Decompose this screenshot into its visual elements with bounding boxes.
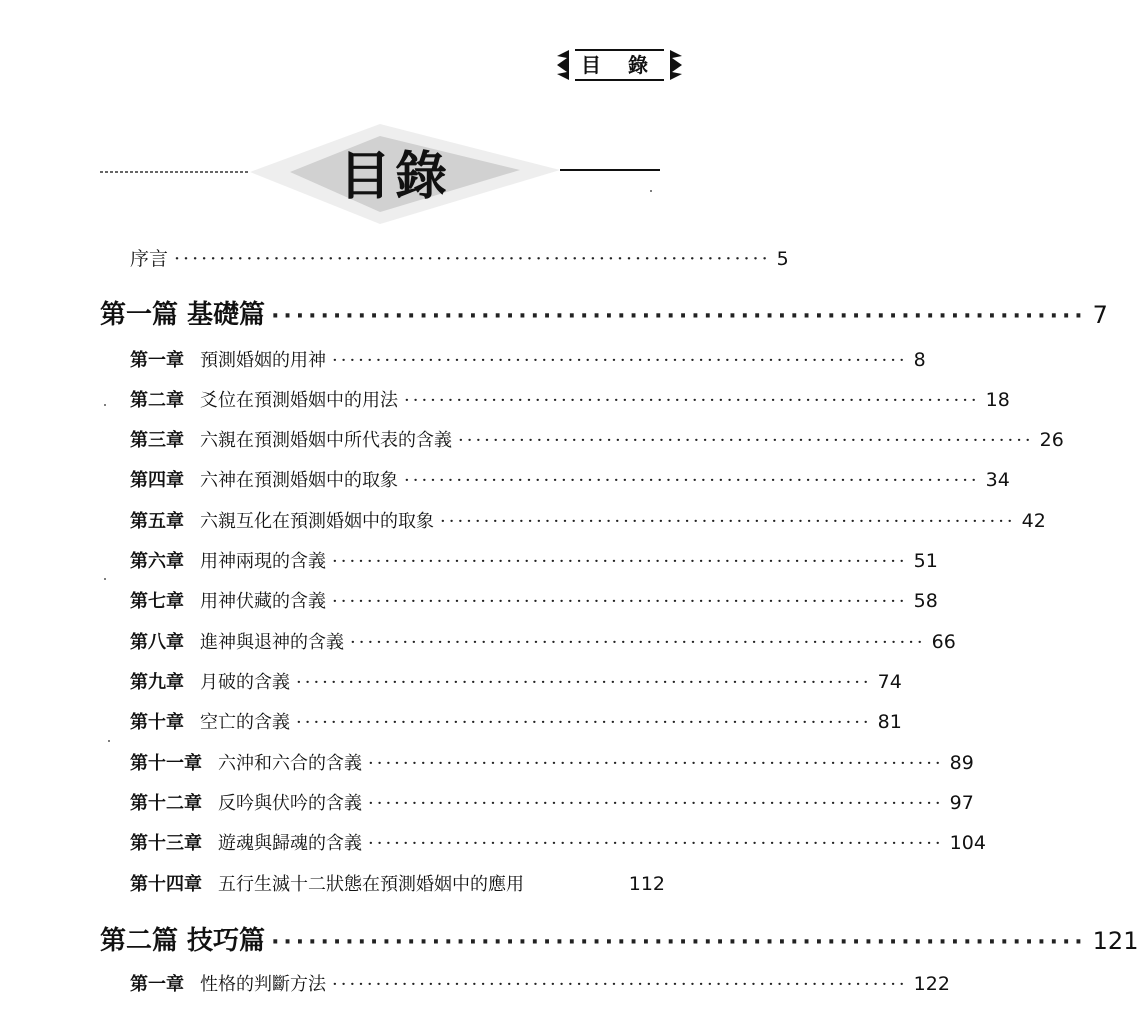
leader-dots: ·································································· <box>404 390 980 411</box>
toc-part-label: 第二篇 技巧篇 <box>100 926 266 956</box>
scan-speck <box>650 190 652 192</box>
toc-chapter <box>130 346 926 372</box>
chapter-number: 第十二章 <box>130 793 202 814</box>
leader-dots: ·································································· <box>332 974 908 995</box>
toc-page-number: 74 <box>877 671 902 693</box>
toc-chapter <box>130 507 1046 533</box>
leader-dots: ·································································· <box>174 248 771 270</box>
leader-dots: ·································································· <box>368 793 944 814</box>
chapter-title: 六親在預測婚姻中所代表的含義 <box>200 430 452 451</box>
chapter-number: 第一章 <box>130 350 184 371</box>
chapter-title: 空亡的含義 <box>200 712 290 733</box>
chapter-title: 用神兩現的含義 <box>200 551 326 572</box>
leader-dots: ·································································· <box>404 470 980 491</box>
toc-page-number: 122 <box>913 973 950 995</box>
leaf-ornament-right-icon <box>668 48 684 82</box>
page-title: 目錄 <box>338 147 451 207</box>
chapter-number: 第十三章 <box>130 833 202 854</box>
toc-chapter <box>130 386 1010 412</box>
chapter-number: 第十章 <box>130 712 184 733</box>
leader-dots: ·································································· <box>350 632 926 653</box>
scan-speck <box>108 740 110 742</box>
toc-part <box>100 294 1108 331</box>
toc-chapter <box>130 668 902 694</box>
chapter-number: 第五章 <box>130 511 184 532</box>
leader-dots: ·································································· <box>296 712 872 733</box>
toc-page-number: 7 <box>1092 301 1108 329</box>
toc-page-number: 66 <box>931 631 956 653</box>
toc-preface <box>130 244 789 271</box>
chapter-title: 六沖和六合的含義 <box>218 753 362 774</box>
chapter-title: 五行生滅十二狀態在預測婚姻中的應用 <box>218 874 524 895</box>
running-header-text: 目 錄 <box>575 49 664 81</box>
leader-dots: ·································································· <box>368 833 944 854</box>
toc-page-number: 5 <box>776 248 789 270</box>
toc-page-number: 112 <box>628 873 665 895</box>
scan-speck <box>104 578 106 580</box>
toc-chapter <box>130 870 665 896</box>
toc-chapter <box>130 628 956 654</box>
toc-page-number: 18 <box>985 389 1010 411</box>
chapter-title: 性格的判斷方法 <box>200 974 326 995</box>
toc-chapter <box>130 789 974 815</box>
chapter-title: 六親互化在預測婚姻中的取象 <box>200 511 434 532</box>
chapter-title: 預測婚姻的用神 <box>200 350 326 371</box>
chapter-number: 第三章 <box>130 430 184 451</box>
chapter-title: 進神與退神的含義 <box>200 632 344 653</box>
toc-page-number: 104 <box>949 832 986 854</box>
chapter-number: 第一章 <box>130 974 184 995</box>
toc-chapter <box>130 426 1064 452</box>
toc-page-number: 42 <box>1021 510 1046 532</box>
chapter-title: 反吟與伏吟的含義 <box>218 793 362 814</box>
leader-dots: ·································································· <box>440 511 1016 532</box>
toc-chapter <box>130 587 938 613</box>
chapter-title: 遊魂與歸魂的含義 <box>218 833 362 854</box>
chapter-number: 第八章 <box>130 632 184 653</box>
toc-page-number: 58 <box>913 590 938 612</box>
toc-page-number: 34 <box>985 469 1010 491</box>
toc-page-number: 51 <box>913 550 938 572</box>
toc-page-number: 81 <box>877 711 902 733</box>
leader-dots: ·································································· <box>332 551 908 572</box>
toc-chapter <box>130 466 1010 492</box>
chapter-number: 第十一章 <box>130 753 202 774</box>
toc-label: 序言 <box>130 248 169 270</box>
toc-page-number: 121 <box>1092 927 1138 955</box>
toc-chapter <box>130 970 950 996</box>
running-header-tag <box>555 47 684 83</box>
leader-dots: ·································································· <box>332 591 908 612</box>
leaf-ornament-left-icon <box>555 48 571 82</box>
leader-dots: ·································································· <box>271 304 1087 329</box>
toc-chapter <box>130 547 938 573</box>
chapter-title: 月破的含義 <box>200 672 290 693</box>
chapter-number: 第六章 <box>130 551 184 572</box>
toc-page-number: 89 <box>949 752 974 774</box>
chapter-number: 第十四章 <box>130 874 202 895</box>
leader-dots: ·································································· <box>332 350 908 371</box>
toc-part-label: 第一篇 基礎篇 <box>100 300 266 330</box>
chapter-number: 第七章 <box>130 591 184 612</box>
chapter-number: 第九章 <box>130 672 184 693</box>
leader-dots: ·································································· <box>271 930 1087 955</box>
chapter-number: 第二章 <box>130 390 184 411</box>
toc-chapter <box>130 708 902 734</box>
chapter-title: 用神伏藏的含義 <box>200 591 326 612</box>
toc-page-number: 97 <box>949 792 974 814</box>
chapter-title: 爻位在預測婚姻中的用法 <box>200 390 398 411</box>
toc-page-number: 26 <box>1039 429 1064 451</box>
scan-speck <box>104 404 106 406</box>
chapter-title: 六神在預測婚姻中的取象 <box>200 470 398 491</box>
toc-chapter <box>130 749 974 775</box>
toc-chapter <box>130 829 986 855</box>
leader-dots: ·································································· <box>458 430 1034 451</box>
toc-part <box>100 920 1138 957</box>
toc-page-number: 8 <box>913 349 926 371</box>
leader-dots: ·································································· <box>296 672 872 693</box>
chapter-number: 第四章 <box>130 470 184 491</box>
leader-dots: ·································································· <box>368 753 944 774</box>
